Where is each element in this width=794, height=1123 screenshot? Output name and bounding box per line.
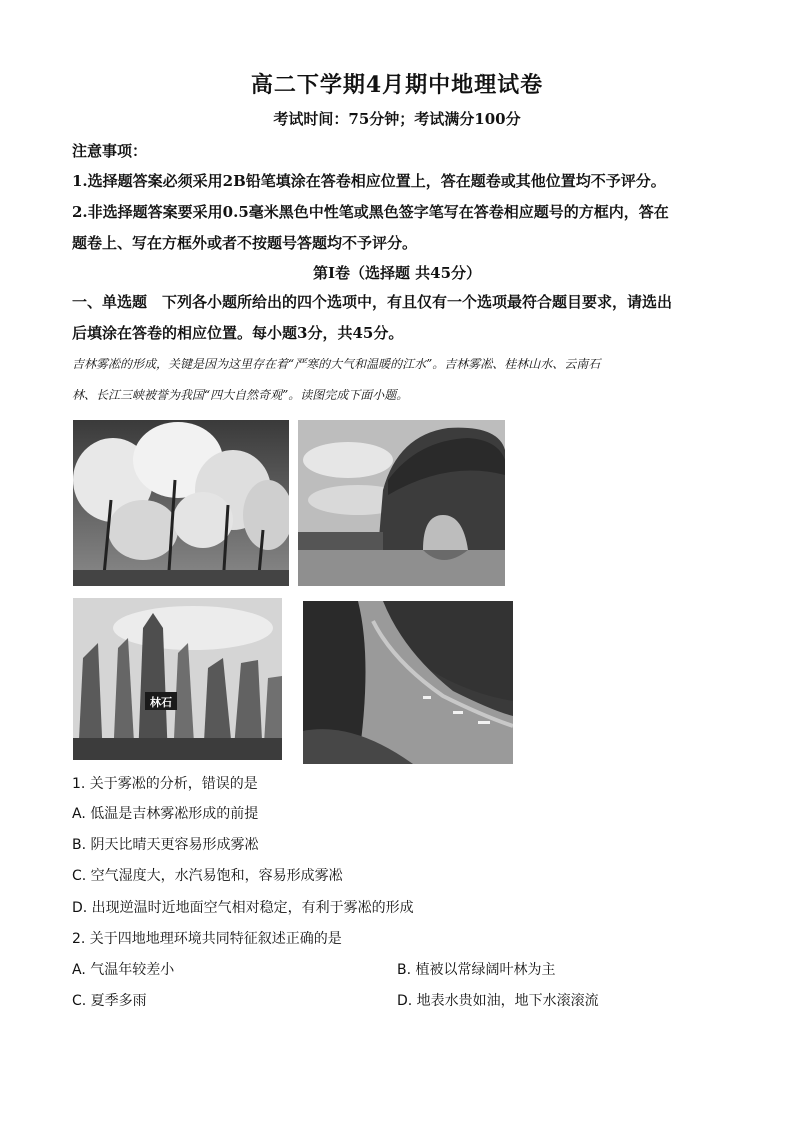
passage-line-2: 林、长江三峡被誉为我国“四大自然奇观”。读图完成下面小题。 (72, 388, 409, 402)
question-1-option-c: C. 空气湿度大，水汽易饱和，容易形成雾凇 (72, 868, 343, 884)
section-instruction-line-1: 一、单选题 下列各小题所给出的四个选项中，有且仅有一个选项最符合题目要求，请选出 (72, 293, 673, 311)
question-1-option-d: D. 出现逆温时近地面空气相对稳定，有利于雾凇的形成 (72, 900, 414, 916)
passage-line-1: 吉林雾凇的形成，关键是因为这里存在着“严寒的大气和温暖的江水”。吉林雾凇、桂林山水、云南石 (72, 357, 601, 371)
three-gorges-photo (303, 601, 513, 764)
question-1-option-b: B. 阴天比晴天更容易形成雾凇 (72, 837, 259, 853)
question-1-option-a: A. 低温是吉林雾凇形成的前提 (72, 806, 259, 822)
notice-item-2-line-1: 2.非选择题答案要采用0.5毫米黑色中性笔或黑色签字笔写在答卷相应题号的方框内，答在 (72, 203, 669, 221)
question-2-option-a: A. 气温年较差小 (72, 962, 175, 978)
page-title: 高二下学期4月期中地理试卷 (250, 72, 544, 98)
question-1-stem: 1. 关于雾凇的分析，错误的是 (72, 776, 258, 792)
section-title: 第Ⅰ卷（选择题 共45分） (312, 264, 482, 282)
question-2-option-d: D. 地表水贵如油，地下水滚滚流 (397, 993, 599, 1009)
notice-item-2-line-2: 题卷上、写在方框外或者不按题号答题均不予评分。 (72, 234, 418, 252)
notice-heading: 注意事项： (72, 142, 148, 160)
guilin-landscape-photo (298, 420, 505, 586)
question-2-option-b: B. 植被以常绿阔叶林为主 (397, 962, 556, 978)
question-2-stem: 2. 关于四地地理环境共同特征叙述正确的是 (72, 931, 342, 947)
stone-forest-photo (73, 598, 282, 760)
notice-item-1: 1.选择题答案必须采用2B铅笔填涂在答卷相应位置上，答在题卷或其他位置均不予评分。 (72, 172, 666, 190)
section-instruction-line-2: 后填涂在答卷的相应位置。每小题3分，共45分。 (72, 324, 404, 342)
question-2-option-c: C. 夏季多雨 (72, 993, 147, 1009)
rime-trees-photo (73, 420, 289, 586)
exam-info: 考试时间：75分钟；考试满分100分 (273, 110, 521, 128)
stone-forest-sign-text: 林石 (150, 696, 172, 709)
